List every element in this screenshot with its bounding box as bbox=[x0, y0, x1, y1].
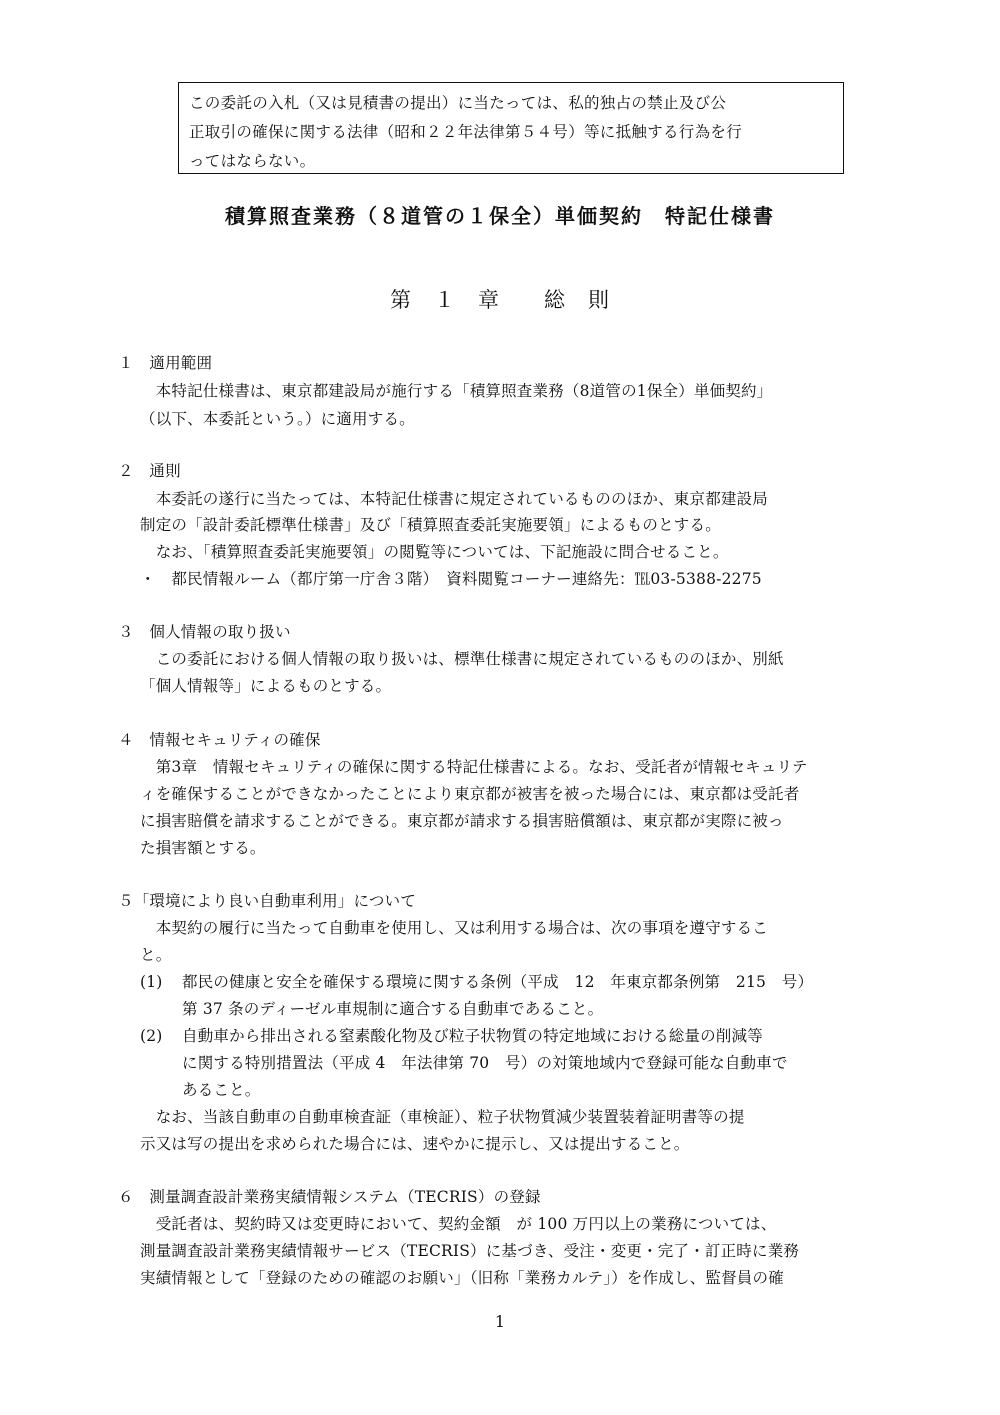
section-text: この委託における個人情報の取り扱いは、標準仕様書に規定されているもののほか、別紙 bbox=[140, 650, 784, 668]
section-text: 「個人情報等」によるものとする。 bbox=[140, 677, 392, 695]
item-number: (2) bbox=[140, 1027, 163, 1045]
section-text: 第3章 情報セキュリティの確保に関する特記仕様書による。なお、受託者が情報セキュリテ bbox=[140, 758, 808, 776]
section-text: 示又は写の提出を求められた場合には、速やかに提示し、又は提出すること。 bbox=[140, 1135, 690, 1153]
section-heading: １ 適用範囲 bbox=[118, 354, 213, 372]
notice-line: この委託の入札（又は見積書の提出）に当たっては、私的独占の禁止及び公 bbox=[189, 94, 727, 112]
notice-line: 正取引の確保に関する法律（昭和２２年法律第５４号）等に抵触する行為を行 bbox=[189, 123, 743, 141]
section-text: と。 bbox=[140, 946, 172, 964]
section-heading: ４ 情報セキュリティの確保 bbox=[118, 731, 321, 749]
item-text: に関する特別措置法（平成 4 年法律第 70 号）の対策地域内で登録可能な自動車で bbox=[182, 1054, 788, 1072]
section-text: 測量調査設計業務実績情報サービス（TECRIS）に基づき、受注・変更・完了・訂正時に業務 bbox=[140, 1242, 800, 1260]
section-text: 本契約の履行に当たって自動車を使用し、又は利用する場合は、次の事項を遵守するこ bbox=[140, 919, 769, 937]
item-text: あること。 bbox=[182, 1081, 261, 1099]
section-text: た損害額とする。 bbox=[140, 839, 266, 857]
item-text: 自動車から排出される窒素酸化物及び粒子状物質の特定地域における総量の削減等 bbox=[182, 1027, 763, 1045]
chapter-heading: 第 １ 章 総 則 bbox=[390, 288, 610, 312]
section-text: 制定の「設計委託標準仕様書」及び「積算照査委託実施要領」によるものとする。 bbox=[140, 516, 721, 534]
antitrust-notice-box bbox=[178, 82, 844, 174]
section-text: ィを確保することができなかったことにより東京都が被害を被った場合には、東京都は受託者 bbox=[140, 785, 800, 803]
section-text: 受託者は、契約時又は変更時において、契約金額 が 100 万円以上の業務については、 bbox=[140, 1215, 777, 1233]
item-text: 第 37 条のディーゼル車規制に適合する自動車であること。 bbox=[182, 1000, 604, 1018]
item-number: (1) bbox=[140, 973, 163, 991]
section-text: （以下、本委託という。）に適用する。 bbox=[140, 410, 415, 428]
section-text: に損害賠償を請求することができる。東京都が請求する損害賠償額は、東京都が実際に被っ bbox=[140, 812, 784, 830]
contact-bullet: ・ 都民情報ルーム（都庁第一庁舎３階） 資料閲覧コーナー連絡先：℡03-5388-2275 bbox=[140, 570, 762, 588]
item-text: 都民の健康と安全を確保する環境に関する条例（平成 12 年東京都条例第 215 号） bbox=[182, 973, 814, 991]
section-text: 本委託の遂行に当たっては、本特記仕様書に規定されているもののほか、東京都建設局 bbox=[140, 490, 769, 508]
section-text: 本特記仕様書は、東京都建設局が施行する「積算照査業務（8道管の1保全）単価契約」 bbox=[140, 382, 773, 400]
section-heading: ２ 通則 bbox=[118, 462, 181, 480]
document-title: 積算照査業務（８道管の１保全）単価契約 特記仕様書 bbox=[225, 204, 775, 228]
section-text: なお、当該自動車の自動車検査証（車検証）、粒子状物質減少装置装着証明書等の提 bbox=[140, 1108, 745, 1126]
section-text: なお、「積算照査委託実施要領」の閲覧等については、下記施設に問合せること。 bbox=[140, 543, 729, 561]
section-heading: ６ 測量調査設計業務実績情報システム（TECRIS）の登録 bbox=[118, 1188, 541, 1206]
page-number: 1 bbox=[494, 1312, 506, 1331]
section-heading: ５「環境により良い自動車利用」について bbox=[118, 892, 416, 910]
notice-line: ってはならない。 bbox=[189, 152, 316, 170]
section-text: 実績情報として「登録のための確認のお願い」（旧称「業務カルテ」）を作成し、監督員の確 bbox=[140, 1269, 784, 1287]
section-heading: ３ 個人情報の取り扱い bbox=[118, 623, 291, 641]
